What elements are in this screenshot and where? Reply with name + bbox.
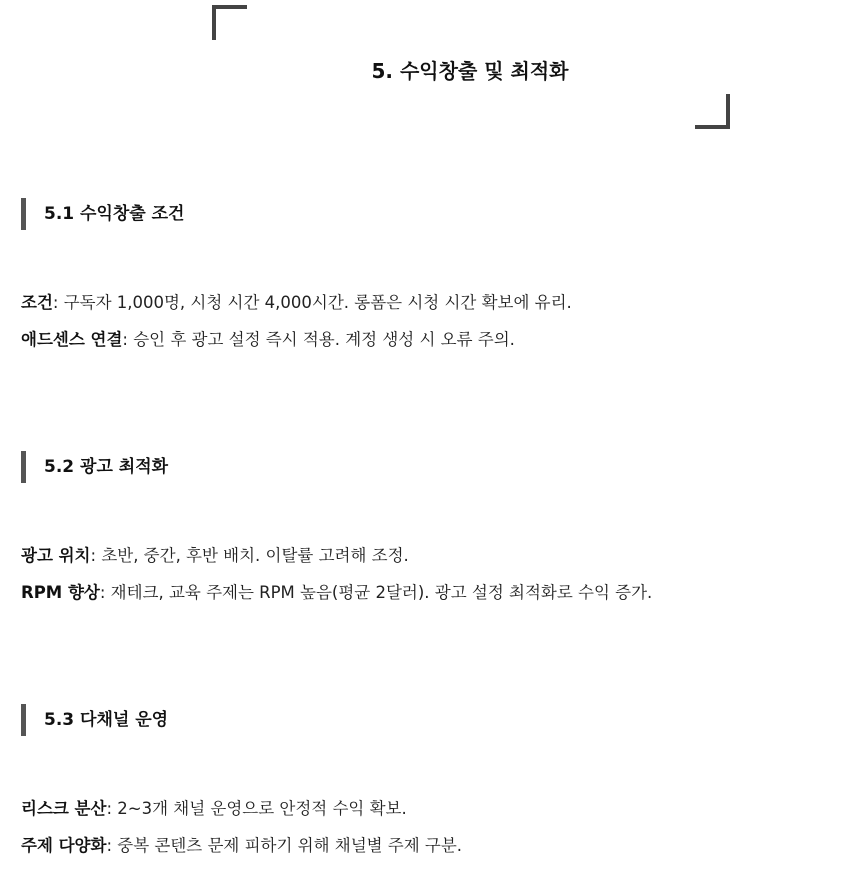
paragraph-topic	[21, 835, 462, 857]
section-heading-5-1: 5.1 수익창출 조건	[21, 198, 184, 230]
paragraph-text: : 재테크, 교육 주제는 RPM 높음(평균 2달러). 광고 설정 최적화로 수익 증가.	[99, 583, 653, 602]
paragraph-text: : 구독자 1,000명, 시청 시간 4,000시간. 롱폼은 시청 시간 확보에 유리.	[52, 293, 572, 312]
section-heading-5-3: 5.3 다채널 운영	[21, 704, 168, 736]
paragraph-condition	[21, 292, 572, 314]
section-heading-5-2: 5.2 광고 최적화	[21, 451, 168, 483]
paragraph-ad-position	[21, 545, 409, 567]
paragraph-text: : 중복 콘텐츠 문제 피하기 위해 채널별 주제 구분.	[106, 836, 463, 855]
page-title: 5. 수익창출 및 최적화	[371, 59, 569, 83]
paragraph-label: 리스크 분산	[21, 799, 107, 818]
paragraph-rpm	[21, 582, 652, 604]
paragraph-text: : 2~3개 채널 운영으로 안정적 수익 확보.	[106, 799, 407, 818]
paragraph-label: 애드센스 연결	[21, 330, 123, 349]
paragraph-text: : 초반, 중간, 후반 배치. 이탈률 고려해 조정.	[90, 546, 409, 565]
paragraph-label: 광고 위치	[21, 546, 91, 565]
corner-bracket-bottom-right	[695, 94, 730, 129]
paragraph-adsense	[21, 329, 515, 351]
paragraph-label: 주제 다양화	[21, 836, 107, 855]
paragraph-risk	[21, 798, 407, 820]
paragraph-label: RPM 향상	[21, 583, 100, 602]
paragraph-label: 조건	[21, 293, 53, 312]
corner-bracket-top-left	[212, 5, 247, 40]
paragraph-text: : 승인 후 광고 설정 즉시 적용. 계정 생성 시 오류 주의.	[122, 330, 515, 349]
